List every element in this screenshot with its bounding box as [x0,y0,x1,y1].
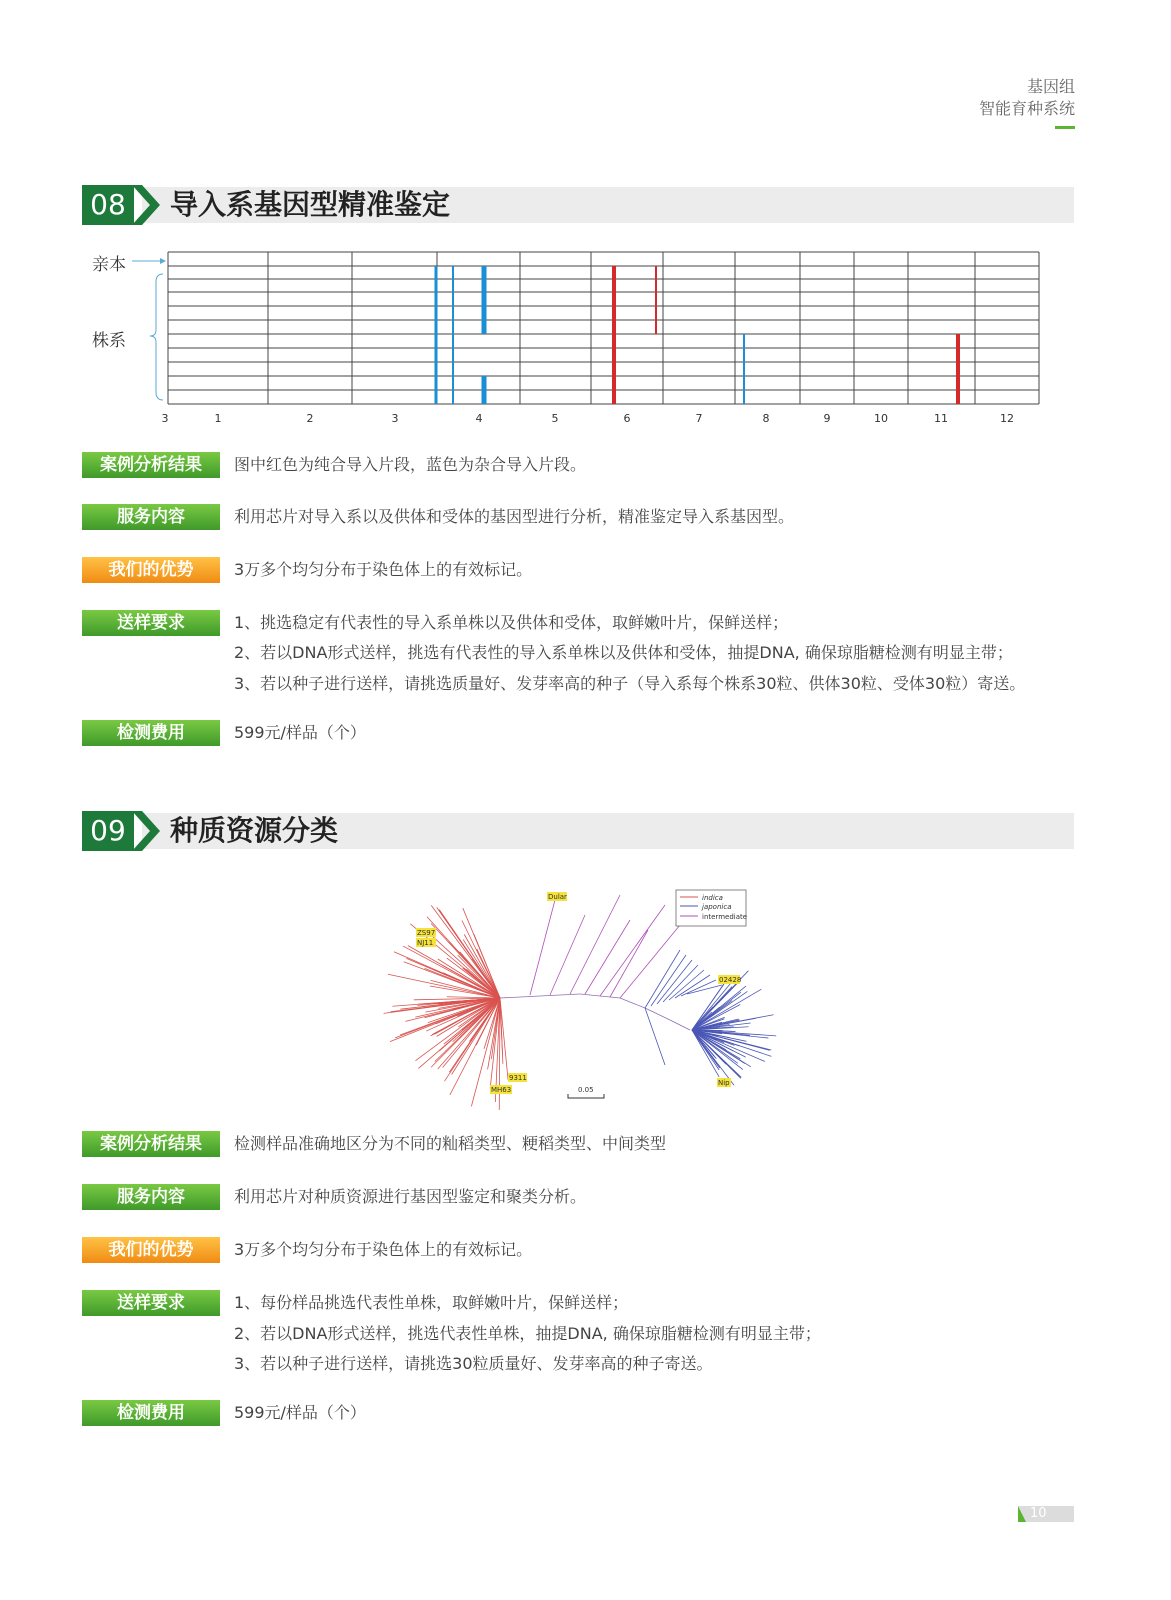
scale-label: 0.05 [578,1086,594,1094]
intermediate-branch [530,900,555,995]
service-tag: 服务内容 [82,1184,220,1210]
indica-branch [500,998,503,1064]
label-dular: Dular [548,893,567,901]
advantage-row [82,557,1092,583]
fee-text: 599元/样品（个） [234,723,366,742]
sample-tag: 送样要求 [82,610,220,636]
indica-branch [388,974,500,998]
section-09-header [82,811,1074,851]
introgression-segment [452,266,454,404]
indica-branch [500,998,508,1080]
phylogenetic-tree [380,880,780,1120]
lines-bracket [150,274,163,400]
chromosome-tick-label: 5 [551,412,559,425]
tree-backbone [500,996,540,998]
indica-branch [427,917,500,998]
chromosome-tick-label: 1 [214,412,222,425]
brand-line-2: 智能育种系统 [978,99,1075,118]
japonica-branch [657,960,692,1004]
japonica-branch [663,965,698,1002]
label-mh63: MH63 [491,1086,512,1094]
fee-row [82,1400,1092,1426]
tree-backbone [620,998,645,1008]
chromosome-tick-label: 9 [823,412,831,425]
chromosome-tick-label: 11 [934,412,948,425]
legend-indica: indica [702,894,723,902]
page-corner-mark [1018,1506,1026,1522]
sample-line-1: 1、挑选稳定有代表性的导入系单株以及供体和受体，取鲜嫩叶片，保鲜送样； [234,613,789,632]
chromosome-tick-label: 8 [762,412,770,425]
intermediate-branch [585,920,630,994]
section-number: 08 [82,185,134,225]
legend-japonica: japonica [702,903,732,911]
introgression-segment [435,266,438,404]
chevron-right-icon [132,811,160,851]
advantage-tag: 我们的优势 [82,1237,220,1263]
section-number: 09 [82,811,134,851]
service-text: 利用芯片对种质资源进行基因型鉴定和聚类分析。 [234,1187,587,1206]
service-row [82,504,1092,530]
chromosome-tick-label: 3 [161,412,169,425]
japonica-branch [645,950,680,1008]
introgression-segment [743,334,745,404]
chromosome-tick-label: 7 [695,412,703,425]
service-text: 利用芯片对导入系以及供体和受体的基因型进行分析，精准鉴定导入系基因型。 [234,507,795,526]
sample-line-3: 3、若以种子进行送样，请挑选质量好、发芽率高的种子（导入系每个株系30粒、供体30粒、受体30粒）寄送。 [234,674,1026,693]
advantage-tag: 我们的优势 [82,557,220,583]
japonica-branch [669,970,704,1000]
lines-label: 株系 [92,331,126,351]
chromosome-tick-label: 4 [475,412,483,425]
chromosome-tick-label: 12 [1000,412,1014,425]
fee-tag: 检测费用 [82,1400,220,1426]
introgression-segment [612,266,616,404]
page-number-badge [1018,1506,1074,1522]
scale-bar [568,1094,604,1098]
tree-backbone [670,1020,690,1030]
sample-line-2: 2、若以DNA形式送样，挑选有代表性的导入系单株以及供体和受体，抽提DNA, 确保琼脂糖检测有明显主带； [234,643,1013,662]
advantage-text: 3万多个均匀分布于染色体上的有效标记。 [234,1240,533,1259]
label-nj11: NJ11 [417,939,434,947]
sample-line-2: 2、若以DNA形式送样，挑选代表性单株，抽提DNA, 确保琼脂糖检测有明显主带； [234,1324,821,1343]
advantage-text: 3万多个均匀分布于染色体上的有效标记。 [234,560,533,579]
sample-tag: 送样要求 [82,1290,220,1316]
introgression-segment [482,376,487,404]
section-title: 种质资源分类 [170,814,339,847]
parent-label: 亲本 [92,255,126,275]
legend-intermediate: intermediate [702,913,748,921]
brand-line-1: 基因组 [1026,77,1075,96]
label-9311: 9311 [509,1074,527,1082]
section-title: 导入系基因型精准鉴定 [170,188,451,221]
genotype-chart [0,0,1171,440]
parent-arrow-head [160,258,166,264]
intermediate-branch [550,915,585,995]
introgression-segment [956,334,960,404]
result-tag: 案例分析结果 [82,452,220,478]
fee-tag: 检测费用 [82,720,220,746]
chromosome-tick-label: 10 [874,412,888,425]
result-row [82,452,1092,478]
introgression-segment [482,266,487,334]
label-02428: 02428 [719,976,742,984]
intermediate-branch [620,925,680,998]
label-zs97: ZS97 [417,929,436,937]
result-row [82,1131,1092,1157]
japonica-branch [651,955,686,1006]
page-number: 10 [1030,1506,1047,1521]
sample-line-3: 3、若以种子进行送样，请挑选30粒质量好、发芽率高的种子寄送。 [234,1354,713,1373]
service-tag: 服务内容 [82,504,220,530]
chromosome-tick-label: 2 [306,412,314,425]
result-text: 图中红色为纯合导入片段，蓝色为杂合导入片段。 [234,455,587,474]
indica-branch [463,940,500,998]
introgression-segment [655,266,657,334]
service-row [82,1184,1092,1210]
chromosome-tick-label: 6 [623,412,631,425]
tree-backbone [540,994,580,996]
sample-line-1: 1、每份样品挑选代表性单株，取鲜嫩叶片，保鲜送样； [234,1293,629,1312]
result-text: 检测样品准确地区分为不同的籼稻类型、粳稻类型、中间类型 [234,1134,667,1153]
result-tag: 案例分析结果 [82,1131,220,1157]
chromosome-tick-label: 3 [391,412,399,425]
label-nip: Nip [718,1079,730,1087]
advantage-row [82,1237,1092,1263]
fee-text: 599元/样品（个） [234,1403,366,1422]
japonica-branch [675,975,710,998]
fee-row [82,720,1092,746]
